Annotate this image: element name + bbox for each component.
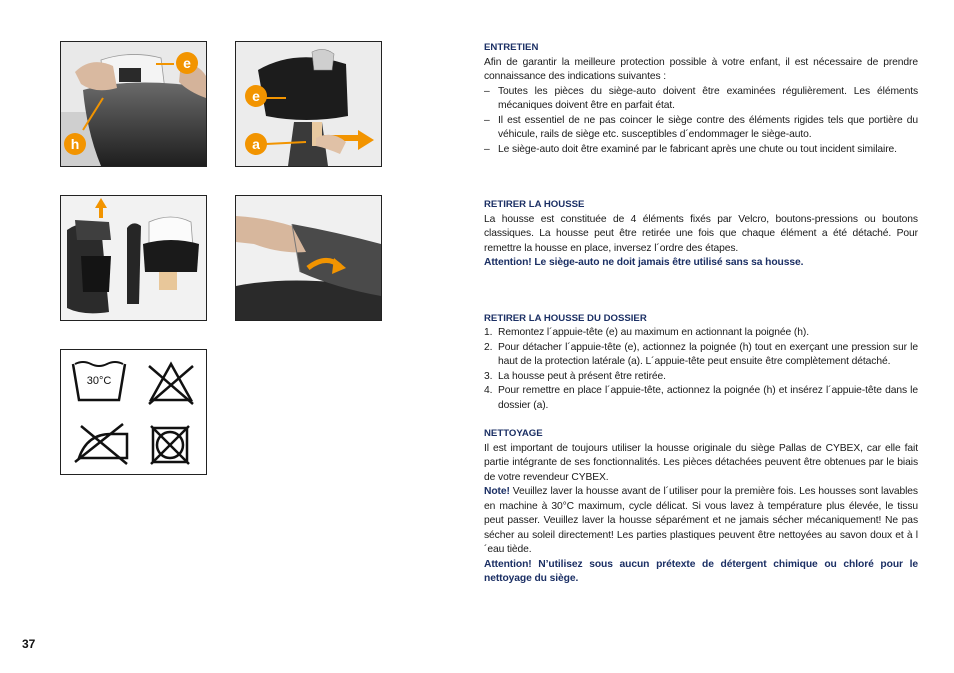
step-number: 4. bbox=[484, 385, 493, 396]
figure-seat-and-headrest bbox=[60, 195, 207, 321]
no-tumble-dry-icon bbox=[151, 426, 189, 464]
figure-care-symbols bbox=[60, 349, 207, 475]
note-lead: Note! bbox=[484, 486, 510, 497]
entretien-item: – Toutes les pièces du siège-auto doivent être examinées régulièrement. Les éléments mécaniques doivent être en parfait état. bbox=[484, 85, 918, 114]
entretien-intro: Afin de garantir la meilleure protection possible à votre enfant, il est nécessaire de prendre connaissance des indications suivantes : bbox=[484, 56, 918, 82]
entretien-list bbox=[484, 85, 918, 158]
figure-headrest-detach bbox=[235, 41, 382, 167]
page-number: 37 bbox=[22, 637, 36, 651]
wash-temp-label: 30°C bbox=[86, 375, 112, 387]
retirer-housse-body: La housse est constituée de 4 éléments fixés par Velcro, boutons-pressions ou boutons classiques. La housse peut être retirée une fois que chaque élément a été détaché. Pour remettre la housse en place, inversez l´ordre des étapes. bbox=[484, 213, 918, 254]
step-text: La housse peut à présent être retirée. bbox=[498, 370, 666, 382]
retirer-housse-warning: Attention! Le siège-auto ne doit jamais être utilisé sans sa housse. bbox=[484, 257, 804, 268]
nettoyage-para1: Il est important de toujours utiliser la housse originale du siège Pallas de CYBEX, car elle fait partie intégrante de ses fonctionnalités. Les pièces détachées peuvent être obtenues par le biais de votre revendeur CYBEX. bbox=[484, 442, 918, 483]
note-body: Veuillez laver la housse avant de l´utiliser pour la première fois. Les housses sont lavables en machine à 30°C maximum, cycle délicat. Si vous lavez à température plus élevée, le tissu peut passer. Veuillez laver la housse séparément et ne jamais sécher mécaniquement! Ne pas sécher au soleil directement! Les parties plastiques peuvent être nettoyées au savon doux et à l´eau tiède. bbox=[484, 486, 918, 555]
step-number: 2. bbox=[484, 341, 493, 353]
figure-hand-on-cover bbox=[235, 195, 382, 321]
callout-a: a bbox=[252, 136, 260, 152]
heading-nettoyage: NETTOYAGE bbox=[484, 428, 543, 439]
step-text: Pour remettre en place l´appuie-tête, actionnez la poignée (h) et insérez l´appuie-tête dans le dossier (a). bbox=[498, 385, 918, 411]
heading-entretien: ENTRETIEN bbox=[484, 42, 539, 53]
step-text: Pour détacher l´appuie-tête (e), actionnez la poignée (h) tout en exerçant une pression sur le haut de la protection latérale (a). L´appuie-tête peut ensuite être complètement détaché. bbox=[498, 341, 918, 367]
figure-headrest-handle bbox=[60, 41, 207, 167]
step-text: Remontez l´appuie-tête (e) au maximum en actionnant la poignée (h). bbox=[498, 327, 809, 338]
nettoyage-warning: Attention! N’utilisez sous aucun prétexte de détergent chimique ou chloré pour le nettoyage du siège. bbox=[484, 558, 918, 584]
step-item bbox=[484, 341, 918, 370]
nettoyage-note bbox=[484, 485, 918, 558]
headrest-detach-illustration bbox=[236, 42, 381, 166]
heading-retirer-housse: RETIRER LA HOUSSE bbox=[484, 199, 585, 210]
step-item bbox=[484, 370, 918, 385]
callout-h: h bbox=[70, 136, 80, 152]
step-number: 3. bbox=[484, 370, 493, 382]
callout-e: e bbox=[183, 55, 191, 71]
callout-e: e bbox=[252, 88, 260, 104]
heading-retirer-dossier: RETIRER LA HOUSSE DU DOSSIER bbox=[484, 312, 647, 324]
instructions-column bbox=[484, 41, 918, 587]
care-symbols-illustration bbox=[61, 350, 206, 474]
entretien-item: – Le siège-auto doit être examiné par le fabricant après une chute ou tout incident similaire. bbox=[484, 143, 918, 158]
seat-headrest-illustration bbox=[61, 196, 206, 320]
step-number: 1. bbox=[484, 327, 493, 338]
step-item bbox=[484, 384, 918, 413]
hand-cover-illustration bbox=[236, 196, 381, 320]
entretien-item: – Il est essentiel de ne pas coincer le siège contre des éléments rigides tels que portière du véhicule, rails de siège etc. susceptibles d´endommager le siège-auto. bbox=[484, 114, 918, 143]
headrest-handle-illustration bbox=[61, 42, 206, 166]
retirer-dossier-steps bbox=[484, 326, 918, 413]
step-item bbox=[484, 326, 918, 341]
